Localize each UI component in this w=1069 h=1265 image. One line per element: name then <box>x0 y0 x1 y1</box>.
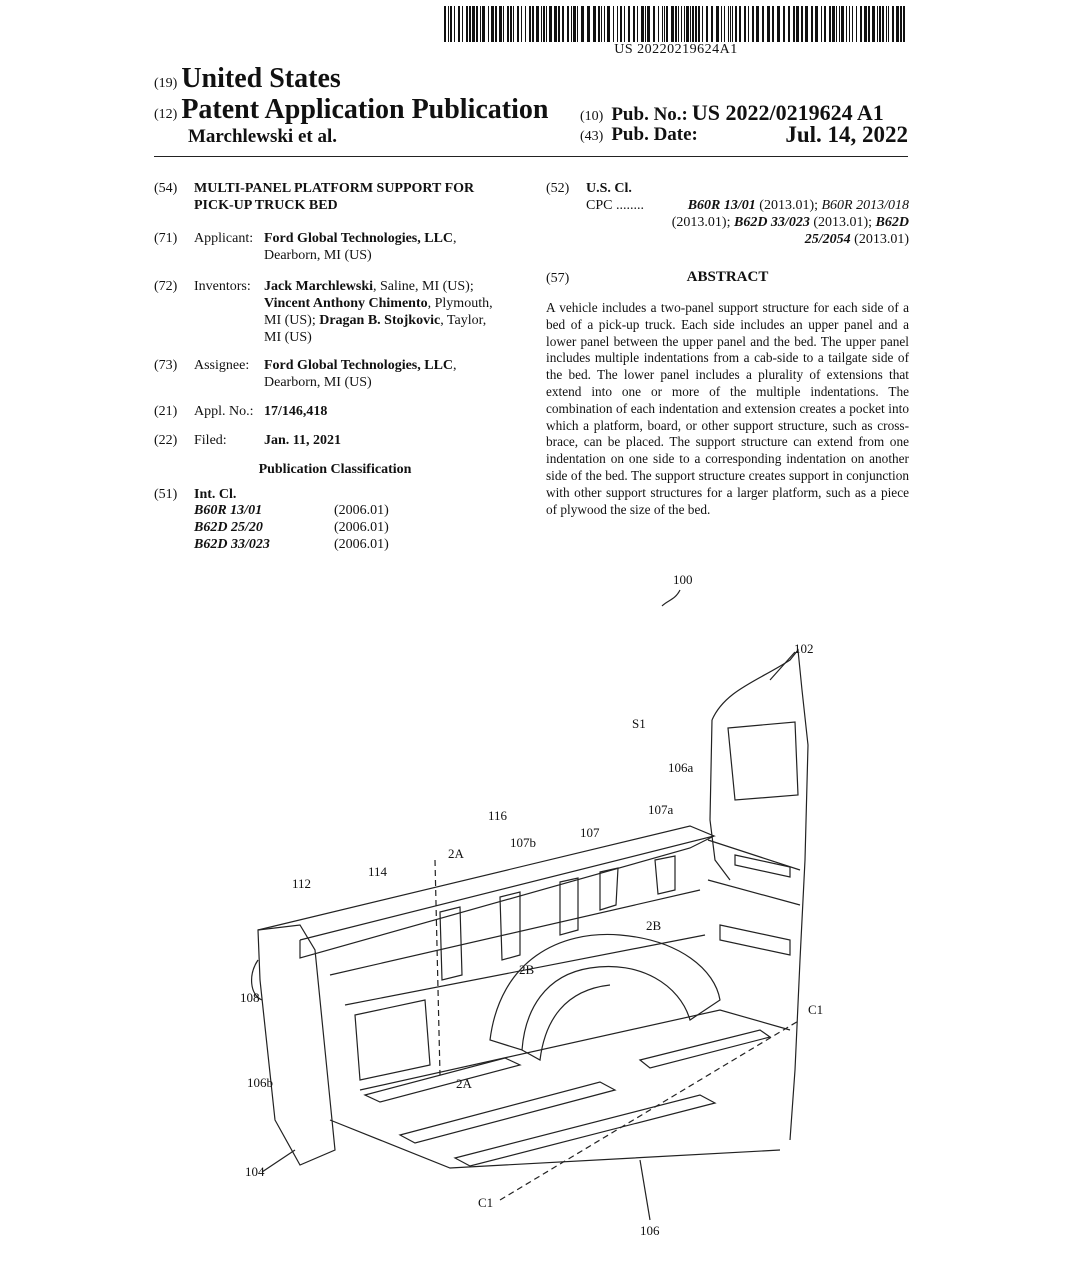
barcode-bar <box>607 6 610 42</box>
intcl-code: (51) <box>154 487 178 502</box>
barcode-bar <box>836 6 837 42</box>
barcode-bar <box>716 6 719 42</box>
uscl-code: (52) <box>546 181 570 196</box>
cpc-year-2: (2013.01); <box>671 215 734 230</box>
barcode-bar <box>695 6 697 42</box>
barcode-bar <box>686 6 689 42</box>
assignee-label: Assignee: <box>194 358 250 373</box>
barcode-bar <box>730 6 731 42</box>
barcode-bar <box>690 6 691 42</box>
barcode-bar <box>573 6 576 42</box>
cpc-line-3 <box>586 231 909 248</box>
leader-102 <box>770 652 795 680</box>
cab-pillar <box>710 720 730 880</box>
figure-label: 114 <box>368 864 388 879</box>
barcode-bar <box>499 6 502 42</box>
barcode-bar <box>495 6 497 42</box>
barcode-bar <box>458 6 460 42</box>
patent-figure-truck-bed <box>0 560 1069 1265</box>
figure-label: C1 <box>478 1195 494 1210</box>
barcode-bar <box>466 6 468 42</box>
ipc-row <box>194 519 454 536</box>
barcode-bar <box>728 6 729 42</box>
barcode-bar <box>666 6 668 42</box>
inventor-2-loc-2: MI (US); <box>264 313 320 328</box>
barcode-bar <box>658 6 659 42</box>
barcode-bar <box>633 6 635 42</box>
barcode-bar <box>846 6 847 42</box>
figure-label: 100 <box>673 572 693 587</box>
filed-label: Filed: <box>194 433 227 448</box>
barcode-bar <box>462 6 463 42</box>
ipc-code: B60R 13/01 <box>194 503 263 518</box>
barcode-bar <box>793 6 795 42</box>
assignee-loc-1: , <box>453 358 457 373</box>
barcode-bar <box>903 6 905 42</box>
barcode-bar <box>491 6 494 42</box>
figure-label: 106a <box>668 760 694 775</box>
inventor-3-loc: , Taylor, <box>440 313 487 328</box>
leader-106 <box>640 1160 650 1220</box>
intcl-label: Int. Cl. <box>194 487 237 502</box>
indentation-5 <box>655 856 675 894</box>
leader-104 <box>262 1150 295 1172</box>
barcode-bar <box>877 6 878 42</box>
applicant-loc-2: Dearborn, MI (US) <box>264 248 372 263</box>
barcode-bar <box>513 6 514 42</box>
inventor-2-loc: , Plymouth, <box>427 296 493 311</box>
ipc-year: (2006.01) <box>334 520 389 535</box>
pub-type-code: (12) <box>154 107 178 122</box>
abstract-heading: ABSTRACT <box>686 269 769 285</box>
abstract-text: A vehicle includes a two-panel support structure for each side of a bed of a pick-up truck. Each side includes an upper panel and a lower panel between the upper panel and the bed. The upper panel includes multiple indentations from a cab-side to a tailgate side of the bed. The lower panel includes a plurality of extensions that extend into one or more of the multiple indentations. The combination of each indentation and extension creates a pocket into which a platform, board, or other support structure, such as cross-brace, can be placed. The support structure can extend from one indentation on one side to a corresponding indentation on another side of the bed. The support structure creates support in conjunction with other support structures for a larger platform, such as a piece of plywood the size of the bed. <box>546 300 909 517</box>
applicant-label: Applicant: <box>194 231 254 246</box>
cpc-line-2 <box>586 214 909 231</box>
ipc-row <box>194 536 454 553</box>
barcode-bar <box>900 6 902 42</box>
country-code: (19) <box>154 76 178 91</box>
barcode-bar <box>476 6 478 42</box>
barcode-bar <box>815 6 818 42</box>
barcode-bar <box>801 6 803 42</box>
barcode-bar <box>752 6 754 42</box>
ipc-code: B62D 33/023 <box>194 537 270 552</box>
figure-label: 107a <box>648 802 674 817</box>
centerline-c1 <box>500 1020 800 1200</box>
cpc-code-5: 25/2054 <box>804 232 851 247</box>
barcode-bar <box>678 6 679 42</box>
barcode-bar <box>480 6 481 42</box>
publication-classification-heading: Publication Classification <box>258 462 412 477</box>
barcode-bar <box>558 6 560 42</box>
barcode-bar <box>671 6 674 42</box>
applicant-name: Ford Global Technologies, LLC <box>264 231 454 246</box>
barcode-bar <box>541 6 542 42</box>
country: United States <box>181 63 341 94</box>
header-rule <box>154 156 908 157</box>
barcode-bar <box>724 6 725 42</box>
authors: Marchlewski et al. <box>188 126 337 147</box>
barcode-bar <box>744 6 746 42</box>
cab-window <box>728 722 798 800</box>
cab-outline <box>712 650 808 1140</box>
barcode-bar <box>888 6 889 42</box>
indentation-4 <box>600 868 618 910</box>
wheel-well-inner <box>522 985 610 1060</box>
barcode-bar <box>872 6 875 42</box>
assignee-code: (73) <box>154 358 178 373</box>
inventor-line-2 <box>264 295 493 312</box>
barcode-bar <box>543 6 545 42</box>
applicant-code: (71) <box>154 231 178 246</box>
barcode-bar <box>852 6 853 42</box>
cpc-line-1 <box>586 197 909 214</box>
indentation-3 <box>560 878 578 935</box>
ipc-row <box>194 502 454 519</box>
figure-label: 106 <box>640 1223 660 1238</box>
barcode-bar <box>788 6 790 42</box>
cpc-label: CPC ........ <box>586 198 644 213</box>
barcode-bar <box>587 6 590 42</box>
panel-divider <box>330 890 700 975</box>
inventor-2-name: Vincent Anthony Chimento <box>264 296 428 311</box>
barcode <box>444 6 908 42</box>
barcode-bar <box>824 6 826 42</box>
barcode-bar <box>692 6 694 42</box>
figure-label: 107 <box>580 825 600 840</box>
assignee-line-1 <box>264 357 457 374</box>
barcode-bar <box>664 6 665 42</box>
barcode-bar <box>613 6 614 42</box>
barcode-bar <box>601 6 602 42</box>
pub-date: Jul. 14, 2022 <box>785 122 908 147</box>
inventors-label: Inventors: <box>194 279 251 294</box>
barcode-bar <box>598 6 600 42</box>
appl-no: 17/146,418 <box>264 404 328 419</box>
barcode-bar <box>864 6 867 42</box>
barcode-bar <box>647 6 650 42</box>
barcode-bar <box>567 6 569 42</box>
pub-date-code: (43) <box>580 129 604 144</box>
indentation-2 <box>500 892 520 960</box>
barcode-bar <box>739 6 741 42</box>
barcode-bar <box>536 6 539 42</box>
barcode-bar <box>510 6 512 42</box>
barcode-bar <box>675 6 677 42</box>
barcode-bar <box>829 6 831 42</box>
barcode-bar <box>517 6 519 42</box>
barcode-bar <box>805 6 808 42</box>
section-line-2a <box>435 860 440 1075</box>
barcode-bar <box>448 6 449 42</box>
bed-floor-back <box>360 1010 790 1090</box>
barcode-bar <box>554 6 557 42</box>
country-line <box>154 64 341 94</box>
barcode-bar <box>767 6 770 42</box>
barcode-bar <box>783 6 785 42</box>
tailgate-post <box>258 925 335 1165</box>
cpc-year-1: (2013.01); <box>755 198 822 213</box>
barcode-bar <box>604 6 605 42</box>
barcode-bar <box>444 6 446 42</box>
barcode-bar <box>860 6 862 42</box>
barcode-bar <box>868 6 870 42</box>
cpc-code-3: B62D 33/023 <box>733 215 810 230</box>
pub-type: Patent Application Publication <box>181 94 549 125</box>
wheel-well <box>490 934 720 1050</box>
barcode-bar <box>721 6 722 42</box>
cpc-code-2: B60R 2013/018 <box>821 198 909 213</box>
barcode-bar <box>617 6 618 42</box>
barcode-bar <box>849 6 850 42</box>
barcode-bar <box>546 6 547 42</box>
ipc-year: (2006.01) <box>334 537 389 552</box>
barcode-bar <box>562 6 564 42</box>
figure-label: 108 <box>240 990 260 1005</box>
ipc-list <box>194 502 454 553</box>
barcode-bar <box>571 6 572 42</box>
barcode-bar <box>702 6 703 42</box>
figure-label: 2A <box>448 846 464 861</box>
barcode-bar <box>581 6 584 42</box>
pub-type-line <box>154 95 548 125</box>
barcode-bar <box>521 6 522 42</box>
cpc-code-1: B60R 13/01 <box>687 198 756 213</box>
barcode-bar <box>772 6 774 42</box>
barcode-bar <box>762 6 764 42</box>
barcode-bar <box>503 6 504 42</box>
filed-code: (22) <box>154 433 178 448</box>
barcode-bar <box>856 6 857 42</box>
barcode-bar <box>821 6 822 42</box>
inventor-3-name: Dragan B. Stojkovic <box>319 313 441 328</box>
barcode-bar <box>892 6 894 42</box>
uscl-label: U.S. Cl. <box>586 181 632 196</box>
inventor-3-loc-2: MI (US) <box>264 330 312 345</box>
figure-label: 106b <box>247 1075 273 1090</box>
figure-label: C1 <box>808 1002 824 1017</box>
filed-date: Jan. 11, 2021 <box>264 433 342 448</box>
pub-no: US 2022/0219624 A1 <box>691 100 884 125</box>
figure-label: S1 <box>632 716 646 731</box>
figure-label: 112 <box>292 876 312 891</box>
cpc-code-4: B62D <box>875 215 909 230</box>
barcode-bar <box>777 6 780 42</box>
barcode-bar <box>711 6 713 42</box>
cab-slot-2 <box>720 925 790 955</box>
assignee-name: Ford Global Technologies, LLC <box>264 358 454 373</box>
barcode-bar <box>748 6 749 42</box>
barcode-bar <box>620 6 622 42</box>
inventor-1-loc: , Saline, MI (US); <box>373 279 474 294</box>
barcode-bar <box>879 6 881 42</box>
figure-label: 2B <box>519 962 535 977</box>
cpc-year-5: (2013.01) <box>850 232 909 247</box>
barcode-bar <box>645 6 646 42</box>
barcode-bar <box>532 6 534 42</box>
inventor-line-3 <box>264 312 486 329</box>
abstract-code: (57) <box>546 271 570 286</box>
appl-label: Appl. No.: <box>194 404 254 419</box>
title-line-2: PICK-UP TRUCK BED <box>194 198 338 213</box>
bed-rib-4 <box>640 1030 770 1068</box>
barcode-bar <box>488 6 489 42</box>
barcode-number: US 20220219624A1 <box>614 42 738 57</box>
barcode-bar <box>529 6 531 42</box>
barcode-bar <box>832 6 835 42</box>
barcode-bar <box>756 6 759 42</box>
pub-date-line <box>580 124 910 146</box>
barcode-bar <box>882 6 884 42</box>
barcode-bar <box>472 6 475 42</box>
barcode-bar <box>653 6 655 42</box>
assignee-loc-2: Dearborn, MI (US) <box>264 375 372 390</box>
barcode-bar <box>637 6 638 42</box>
barcode-bar <box>886 6 887 42</box>
inventor-1-name: Jack Marchlewski <box>264 279 374 294</box>
figure-label: 116 <box>488 808 508 823</box>
figure-label: 2B <box>646 918 662 933</box>
lower-panel-window <box>355 1000 430 1080</box>
barcode-bar <box>681 6 682 42</box>
inventor-line-1 <box>264 278 474 295</box>
pub-no-code: (10) <box>580 109 604 124</box>
barcode-bar <box>507 6 509 42</box>
barcode-bar <box>469 6 471 42</box>
applicant-line-1 <box>264 230 457 247</box>
barcode-bar <box>525 6 526 42</box>
side-rail-inner <box>300 836 714 958</box>
barcode-bar <box>796 6 799 42</box>
barcode-bar <box>593 6 596 42</box>
barcode-bar <box>735 6 737 42</box>
barcode-bar <box>698 6 700 42</box>
barcode-bar <box>624 6 625 42</box>
figure-label: 104 <box>245 1164 265 1179</box>
barcode-bar <box>839 6 840 42</box>
title-line-1: MULTI-PANEL PLATFORM SUPPORT FOR <box>194 181 475 196</box>
bed-rib-1 <box>365 1058 520 1102</box>
barcode-bar <box>577 6 578 42</box>
barcode-bar <box>450 6 452 42</box>
barcode-bar <box>732 6 733 42</box>
inventors-code: (72) <box>154 279 178 294</box>
cpc-year-3: (2013.01); <box>809 215 876 230</box>
barcode-bar <box>896 6 899 42</box>
pub-date-label: Pub. Date: <box>611 124 698 145</box>
barcode-bar <box>454 6 455 42</box>
figure-label: 2A <box>456 1076 472 1091</box>
barcode-bar <box>549 6 552 42</box>
title-code: (54) <box>154 181 178 196</box>
barcode-bar <box>628 6 630 42</box>
figure-label: 102 <box>794 641 814 656</box>
pub-no-label: Pub. No.: <box>611 104 688 125</box>
figure-label: 107b <box>510 835 536 850</box>
applicant-loc-1: , <box>453 231 457 246</box>
barcode-bar <box>841 6 844 42</box>
barcode-bar <box>684 6 685 42</box>
cab-body-panel <box>708 840 800 905</box>
barcode-bar <box>482 6 485 42</box>
ipc-year: (2006.01) <box>334 503 389 518</box>
barcode-bar <box>641 6 644 42</box>
appl-code: (21) <box>154 404 178 419</box>
leader-100 <box>662 590 680 606</box>
barcode-bar <box>706 6 708 42</box>
ipc-code: B62D 25/20 <box>194 520 263 535</box>
cpc-line-1-codes <box>688 197 909 214</box>
bed-rib-2 <box>400 1082 615 1143</box>
barcode-bar <box>662 6 663 42</box>
barcode-bar <box>811 6 813 42</box>
